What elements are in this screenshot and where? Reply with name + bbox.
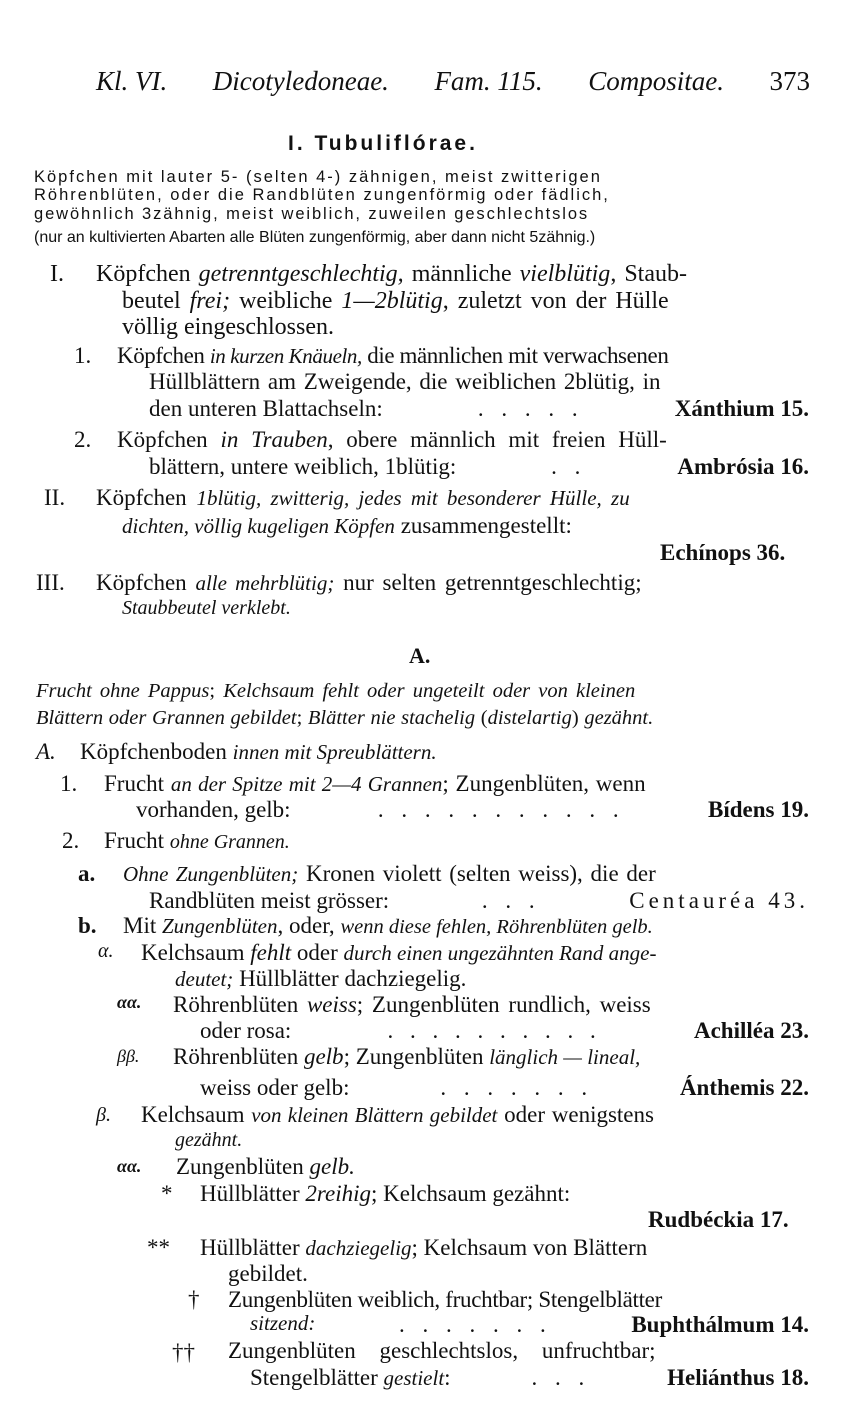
key-text: Hüllblätter dachziegelig; Kelchsaum von Blättern [200, 1235, 648, 1260]
key-text: Kelchsaum fehlt oder durch einen ungezähnten Rand ange- [141, 940, 657, 965]
key-text: Kelchsaum von kleinen Blättern gebildet oder wenigstens [141, 1102, 654, 1127]
key-text: Köpfchen in kurzen Knäueln, die männlichen mit verwachsenen [117, 343, 669, 368]
description-line: gewöhnlich 3zähnig, meist weiblich, zuweilen geschlechtslos [34, 205, 590, 223]
key-number: †† [172, 1340, 195, 1365]
key-number: α. [98, 940, 114, 962]
key-number: ** [147, 1235, 170, 1260]
key-text: Hüllblättern am Zweigende, die weiblichen 2blütig, in [149, 369, 661, 394]
key-text: oder rosa: . . . . . . . . . . Achilléa 23. [200, 1018, 809, 1043]
page-number: 373 [769, 66, 810, 96]
key-text: Zungenblüten geschlechtslos, unfruchtbar; [228, 1338, 656, 1363]
key-number: β. [96, 1104, 111, 1126]
key-text: vorhanden, gelb: . . . . . . . . . . . Bídens 19. [136, 797, 809, 822]
genus-name: Centauréa 43. [629, 888, 809, 913]
key-text: Köpfchen in Trauben, obere männlich mit freien Hüll- [117, 427, 667, 452]
key-text: dichten, völlig kugeligen Köpfen zusammengestellt: [122, 513, 572, 538]
key-number: 1. [60, 771, 78, 796]
key-number: αα. [117, 1156, 142, 1176]
key-number: 2. [74, 427, 92, 452]
group-intro: Blättern oder Grannen gebildet; Blätter nie stachelig (distelartig) gezähnt. [36, 707, 654, 729]
key-text: Frucht an der Spitze mit 2—4 Grannen; Zungenblüten, wenn [104, 771, 646, 796]
key-text: Köpfchen getrenntgeschlechtig, männliche vielblütig, Staub- [96, 261, 687, 287]
key-text: Ohne Zungenblüten; Kronen violett (selten weiss), die der [123, 861, 656, 886]
key-text: Zungenblüten gelb. [176, 1154, 355, 1179]
key-text: deutet; Hüllblätter dachziegelig. [175, 966, 467, 991]
genus-name: Ánthemis 22. [679, 1075, 809, 1100]
genus-name: Heliánthus 18. [667, 1365, 809, 1390]
key-number: ββ. [117, 1046, 140, 1066]
header-family: Fam. 115. [434, 66, 543, 96]
key-text: Randblüten meist grösser: . . . Centauréa 43. [149, 888, 809, 913]
key-text: Köpfchen alle mehrblütig; nur selten getrenntgeschlechtig; [96, 570, 642, 595]
key-text: Köpfchen 1blütig, zwitterig, jedes mit besonderer Hülle, zu [96, 485, 630, 510]
key-text: Röhrenblüten gelb; Zungenblüten länglich — lineal, [173, 1044, 641, 1069]
key-number: II. [44, 485, 66, 510]
key-text: Mit Zungenblüten, oder, wenn diese fehlen, Röhrenblüten gelb. [123, 913, 653, 938]
section-title: I. Tubuliflórae. [288, 132, 478, 155]
header-division: Dicotyledoneae. [212, 66, 389, 96]
key-text: Köpfchenboden innen mit Spreublättern. [80, 739, 437, 764]
description-line: Röhrenblüten, oder die Randblüten zungenförmig oder fädlich, [34, 186, 610, 204]
key-text: Staubbeutel verklebt. [122, 597, 291, 619]
key-text: Zungenblüten weiblich, fruchtbar; Stengelblätter [228, 1287, 662, 1312]
group-intro: Frucht ohne Pappus; Kelchsaum fehlt oder ungeteilt oder von kleinen [36, 680, 636, 702]
key-number: † [188, 1287, 200, 1312]
key-number: I. [50, 261, 64, 287]
key-number: a. [78, 861, 96, 886]
key-text: gebildet. [228, 1261, 308, 1286]
header-class: Kl. VI. [96, 66, 168, 96]
genus-name: Achilléa 23. [693, 1018, 809, 1043]
key-text: gezähnt. [175, 1129, 243, 1151]
genus-name: Echínops 36. [660, 540, 786, 565]
genus-name: Rudbéckia 17. [648, 1207, 789, 1232]
genus-name: Ambrósia 16. [677, 454, 809, 479]
key-text: Frucht ohne Grannen. [104, 828, 290, 853]
header-family-name: Compositae. [588, 66, 724, 96]
key-number: 1. [74, 343, 92, 368]
key-text: beutel frei; weibliche 1—2blütig, zuletzt von der Hülle [122, 288, 669, 314]
key-text: Hüllblätter 2reihig; Kelchsaum gezähnt: [200, 1181, 571, 1206]
key-number: * [161, 1181, 173, 1206]
key-text: weiss oder gelb: . . . . . . . Ánthemis 22. [200, 1075, 809, 1100]
description-line: Köpfchen mit lauter 5- (selten 4-) zähnigen, meist zwitterigen [34, 168, 602, 186]
key-text: völlig eingeschlossen. [122, 314, 334, 340]
key-text: blättern, untere weiblich, 1blütig: . . Ambrósia 16. [149, 454, 809, 479]
group-heading: A. [409, 643, 431, 668]
key-number: III. [36, 570, 65, 595]
key-text: sitzend: . . . . . . . Buphthálmum 14. [250, 1311, 809, 1337]
key-number: 2. [62, 828, 80, 853]
genus-name: Buphthálmum 14. [631, 1312, 809, 1337]
key-number: αα. [117, 992, 142, 1012]
key-text: Stengelblätter gestielt: . . . Heliánthus 18. [250, 1365, 809, 1390]
key-number: b. [78, 913, 97, 938]
key-text: den unteren Blattachseln: . . . . . Xánthium 15. [149, 396, 809, 421]
description-line: (nur an kultivierten Abarten alle Blüten zungenförmig, aber dann nicht 5zähnig.) [34, 229, 596, 246]
genus-name: Xánthium 15. [674, 396, 809, 421]
running-header [96, 68, 810, 95]
key-number: A. [36, 739, 56, 764]
key-text: Röhrenblüten weiss; Zungenblüten rundlich, weiss [173, 992, 651, 1017]
genus-name: Bídens 19. [708, 797, 809, 822]
